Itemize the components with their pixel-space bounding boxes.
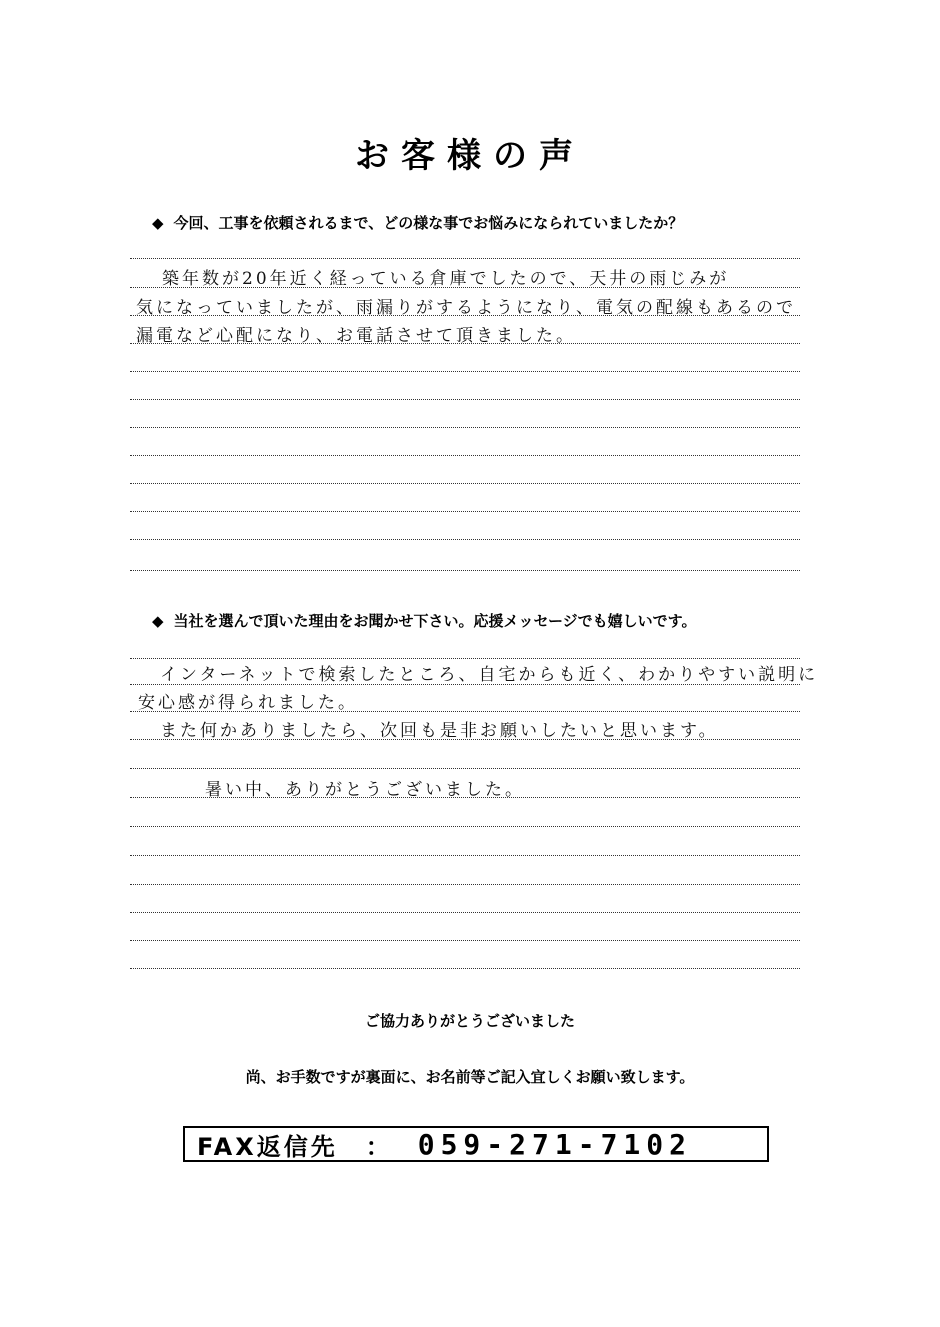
ruled-line [130,768,800,769]
question-1-text: 今回、工事を依頼されるまで、どの様な事でお悩みになられていましたか？ [173,214,684,232]
answer-2-line: インターネットで検索したところ、自宅からも近く、わかりやすい説明に [160,665,819,685]
question-1 [152,212,683,233]
ruled-line [130,658,800,659]
answer-1-line: 築年数が20年近く経っている倉庫でしたので、天井の雨じみが [162,269,730,289]
ruled-line [130,968,800,969]
thanks-message: ご協力ありがとうございました [364,1012,575,1030]
diamond-bullet-icon: ◆ [152,214,164,232]
ruled-line [130,912,800,913]
ruled-line [130,884,800,885]
answer-2-line: 暑い中、ありがとうございました。 [205,780,525,800]
diamond-bullet-icon: ◆ [152,612,164,630]
ruled-line [130,940,800,941]
fax-separator: ： [365,1132,390,1161]
question-2-text: 当社を選んで頂いた理由をお聞かせ下さい。応援メッセージでも嬉しいです。 [173,612,697,630]
reverse-side-note: 尚、お手数ですが裏面に、お名前等ご記入宜しくお願い致します。 [245,1068,695,1086]
ruled-line [130,399,800,400]
ruled-line [130,855,800,856]
ruled-line [130,826,800,827]
ruled-line [130,455,800,456]
ruled-line [130,511,800,512]
ruled-line [130,483,800,484]
page-title: お客様の声 [355,136,585,176]
answer-2-line: また何かありましたら、次回も是非お願いしたいと思います。 [160,721,719,741]
answer-1-line: 漏電など心配になり、お電話させて頂きました。 [136,326,576,346]
answer-2-line: 安心感が得られました。 [138,693,358,713]
ruled-line [130,371,800,372]
fax-label: FAX返信先 [197,1132,338,1161]
ruled-line [130,427,800,428]
question-2 [152,610,696,631]
answer-1-line: 気になっていましたが、雨漏りがするようになり、電気の配線もあるので [136,298,796,318]
ruled-line [130,258,800,259]
fax-return-box [183,1126,769,1162]
ruled-line [130,539,800,540]
fax-number: 059-271-7102 [417,1127,693,1161]
ruled-line [130,570,800,571]
